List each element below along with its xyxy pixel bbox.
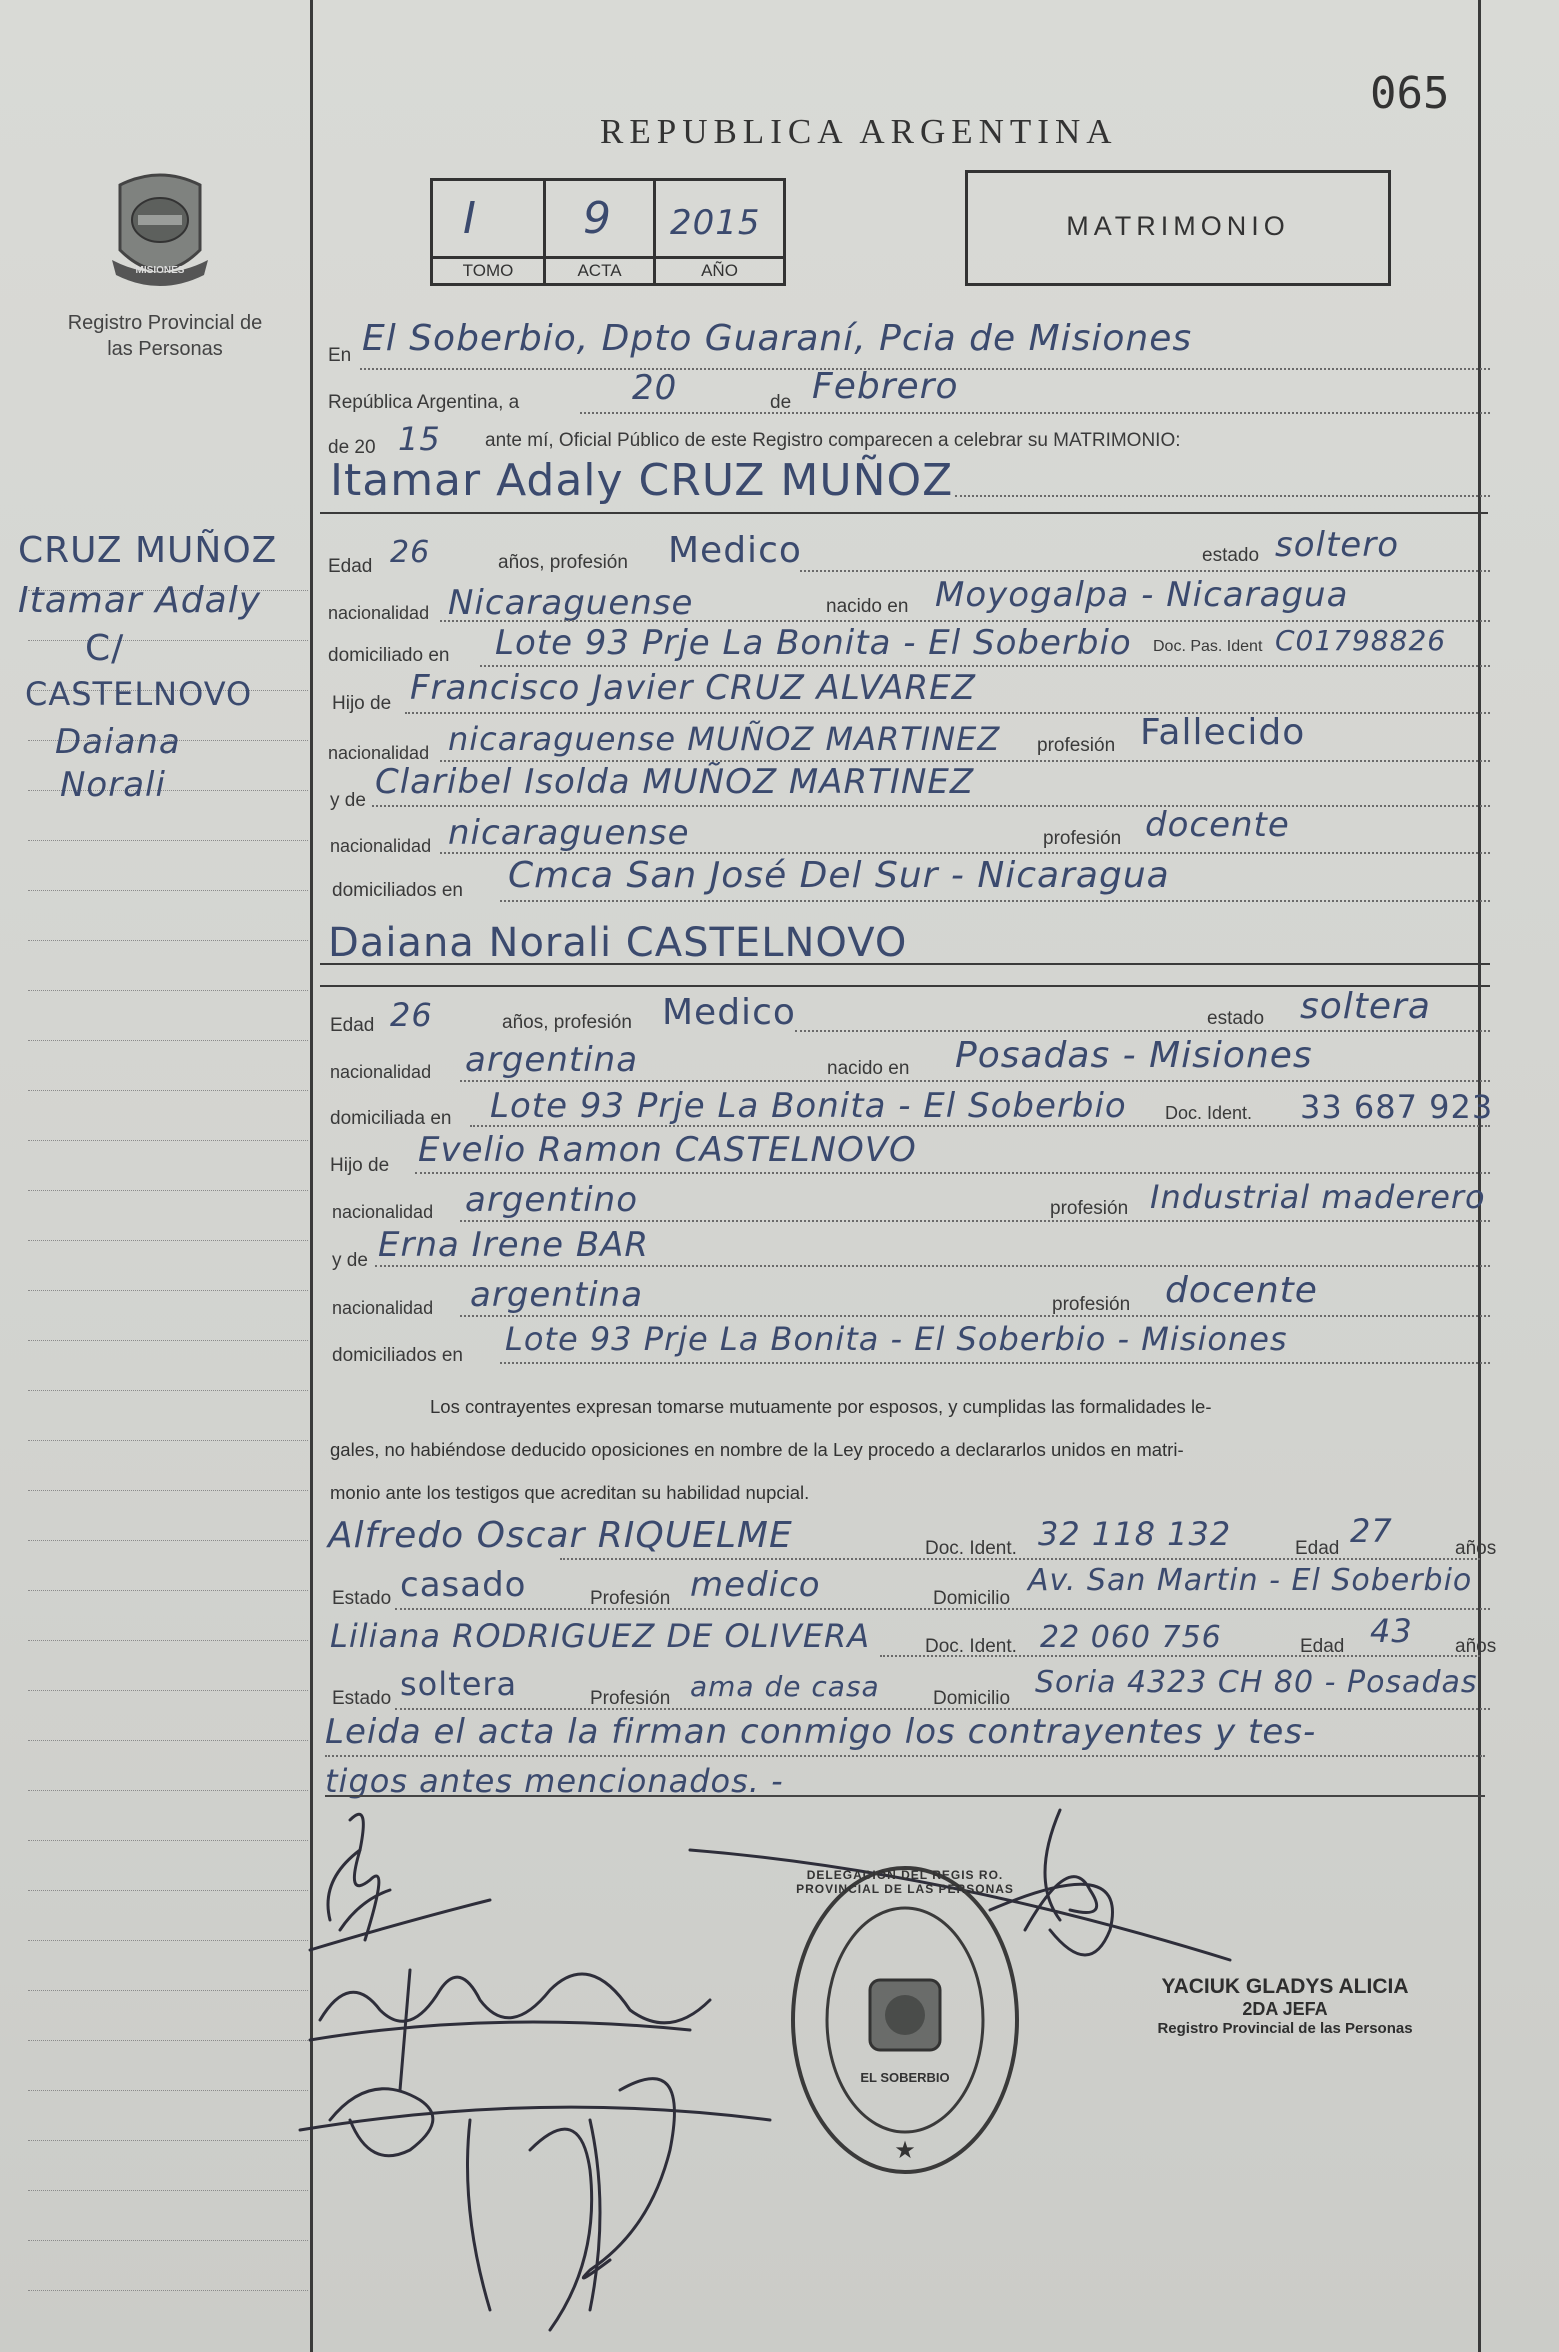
witness1-prof-label: Profesión <box>590 1588 671 1609</box>
declaration-line-3: monio ante los testigos que acreditan su habilidad nupcial. <box>330 1482 810 1503</box>
official-agency: Registro Provincial de las Personas <box>1157 2020 1413 2037</box>
year-prefix: de 20 <box>328 437 376 458</box>
witness1-doc: 32 118 132 <box>1038 1515 1232 1553</box>
de-label: de <box>770 392 792 413</box>
bride-birthplace: Posadas - Misiones <box>955 1035 1313 1076</box>
record-id-box <box>430 178 786 286</box>
witness1-dom-label: Domicilio <box>933 1588 1011 1609</box>
margin-line-5: Daiana <box>55 722 181 762</box>
groom-anios-label: años, profesión <box>498 552 628 573</box>
month: Febrero <box>812 366 959 407</box>
agency-name <box>55 310 275 362</box>
witness1-estado-label: Estado <box>332 1588 392 1609</box>
bride-name: Daiana Norali CASTELNOVO <box>328 920 908 966</box>
intro-text: ante mí, Oficial Público de este Registro comparecen a celebrar su MATRIMONIO: <box>485 430 1181 451</box>
groom-name: Itamar Adaly CRUZ MUÑOZ <box>330 455 954 506</box>
bride-mother: Erna Irene BAR <box>378 1225 650 1265</box>
signature-witness2 <box>468 2079 675 2330</box>
bride-mother-prof-label: profesión <box>1052 1294 1131 1315</box>
act-type-label: MATRIMONIO <box>1066 211 1290 241</box>
groom-profession: Medico <box>668 530 802 571</box>
witness2-doc-label: Doc. Ident. <box>925 1636 1017 1657</box>
bride-nac-label: nacionalidad <box>330 1062 432 1082</box>
bride-doms-label: domiciliados en <box>332 1345 463 1366</box>
official-stamp <box>1120 1975 1450 2037</box>
svg-text:★: ★ <box>894 2137 916 2164</box>
act-type-box <box>965 170 1391 286</box>
witness2-estado-label: Estado <box>332 1688 392 1709</box>
groom-divider <box>320 512 1488 514</box>
bride-estado-label: estado <box>1207 1008 1265 1029</box>
bride-address: Lote 93 Prje La Bonita - El Soberbio <box>490 1086 1127 1126</box>
witness2-edad-label: Edad <box>1300 1636 1345 1657</box>
groom-status: soltero <box>1275 525 1399 565</box>
declaration-paragraph <box>330 1385 1490 1514</box>
witness1-anios-label: años <box>1455 1538 1497 1559</box>
witness1-age: 27 <box>1350 1512 1393 1550</box>
groom-father-nat: nicaraguense MUÑOZ MARTINEZ <box>448 720 1001 758</box>
folio-number: 065 <box>1370 68 1450 119</box>
witness2-anios-label: años <box>1455 1636 1497 1657</box>
groom-nacido-label: nacido en <box>826 596 909 617</box>
witness1-profession: medico <box>690 1565 821 1605</box>
bride-hijo-label: Hijo de <box>330 1155 390 1176</box>
anio-value: 2015 <box>670 203 761 243</box>
agency-name-text: Registro Provincial de las Personas <box>67 312 263 360</box>
groom-address: Lote 93 Prje La Bonita - El Soberbio <box>495 623 1132 663</box>
bride-father-nat: argentino <box>465 1180 638 1220</box>
groom-nationality: Nicaraguense <box>448 583 694 623</box>
logo-ribbon-text: MISIONES <box>135 265 185 276</box>
groom-father: Francisco Javier CRUZ ALVAREZ <box>410 668 976 708</box>
groom-age: 26 <box>390 535 431 570</box>
groom-birthplace: Moyogalpa - Nicaragua <box>935 575 1349 615</box>
declaration-line-1: Los contrayentes expresan tomarse mutuamente por esposos, y cumplidas las formalidades le- <box>430 1396 1212 1417</box>
bride-name-underline <box>320 963 1490 965</box>
closing-line-1: Leida el acta la firman conmigo los contrayentes y tes- <box>325 1712 1317 1752</box>
bride-edad-label: Edad <box>330 1015 375 1036</box>
misiones-shield-logo <box>100 165 220 300</box>
seal-center-text: EL SOBERBIO <box>860 2070 950 2085</box>
witness1-status: casado <box>400 1565 527 1605</box>
groom-mother-nac-label: nacionalidad <box>330 836 432 856</box>
acta-value: 9 <box>583 193 612 244</box>
witness2-age: 43 <box>1370 1612 1413 1650</box>
tomo-label: TOMO <box>462 261 514 280</box>
signature-bride <box>310 1970 710 2090</box>
margin-line-3: C/ <box>85 628 125 669</box>
year-suffix: 15 <box>398 420 441 458</box>
margin-line-4: CASTELNOVO <box>25 675 253 713</box>
witness2-profession: ama de casa <box>690 1670 880 1703</box>
margin-line-2: Itamar Adaly <box>18 580 262 621</box>
bride-father-prof-label: profesión <box>1050 1198 1129 1219</box>
country-heading: REPUBLICA ARGENTINA <box>600 112 1118 151</box>
bride-father-nac-label: nacionalidad <box>332 1202 434 1222</box>
witness2-name: Liliana RODRIGUEZ DE OLIVERA <box>330 1617 871 1655</box>
bride-parents-address: Lote 93 Prje La Bonita - El Soberbio - Misiones <box>505 1320 1288 1358</box>
signature-groom <box>310 1814 490 1950</box>
groom-doc: C01798826 <box>1275 624 1447 657</box>
official-name: YACIUK GLADYS ALICIA <box>1161 1975 1409 1998</box>
bride-mother-prof: docente <box>1165 1270 1318 1311</box>
seal-text: DELEGACION DEL REGIS RO. PROVINCIAL DE LAS PERSONAS <box>796 1868 1014 1896</box>
witness1-doc-label: Doc. Ident. <box>925 1538 1017 1559</box>
closing-line-2: tigos antes mencionados. - <box>325 1762 784 1800</box>
en-label: En <box>328 345 352 366</box>
groom-father-nac-label: nacionalidad <box>328 743 430 763</box>
groom-edad-label: Edad <box>328 556 373 577</box>
groom-mother-prof-label: profesión <box>1043 828 1122 849</box>
declaration-line-2: gales, no habiéndose deducido oposiciones en nombre de la Ley procedo a declararlos unidos en matri- <box>330 1439 1184 1460</box>
bride-dom-label: domiciliada en <box>330 1108 452 1129</box>
bride-doc: 33 687 923 <box>1300 1088 1494 1126</box>
margin-line-1: CRUZ MUÑOZ <box>18 530 278 571</box>
margin-line-6: Norali <box>60 765 166 805</box>
groom-mother: Claribel Isolda MUÑOZ MARTINEZ <box>375 762 975 802</box>
groom-father-prof: Fallecido <box>1140 712 1306 753</box>
groom-parents-address: Cmca San José Del Sur - Nicaragua <box>508 855 1170 896</box>
witness2-doc: 22 060 756 <box>1040 1620 1222 1655</box>
bride-mother-nac-label: nacionalidad <box>332 1298 434 1318</box>
registry-seal <box>785 1860 1025 2180</box>
groom-nac-label: nacionalidad <box>328 603 430 623</box>
republica-label: República Argentina, a <box>328 392 520 413</box>
witness2-dom-label: Domicilio <box>933 1688 1011 1709</box>
witness2-status: soltera <box>400 1665 518 1703</box>
groom-doc-label: Doc. Pas. Ident <box>1153 638 1263 655</box>
witness1-edad-label: Edad <box>1295 1538 1340 1559</box>
witness2-address: Soria 4323 CH 80 - Posadas <box>1035 1665 1478 1700</box>
groom-mother-nat: nicaraguense <box>448 813 690 853</box>
groom-dom-label: domiciliado en <box>328 645 450 666</box>
groom-doms-label: domiciliados en <box>332 880 463 901</box>
groom-mother-prof: docente <box>1145 805 1290 845</box>
bride-yde-label: y de <box>332 1250 368 1271</box>
official-title: 2DA JEFA <box>1242 1999 1328 2019</box>
groom-hijo-label: Hijo de <box>332 693 392 714</box>
day: 20 <box>632 368 678 408</box>
bride-nationality: argentina <box>465 1040 639 1080</box>
groom-estado-label: estado <box>1202 545 1260 566</box>
bride-mother-nat: argentina <box>470 1275 644 1315</box>
tomo-value: I <box>463 193 477 244</box>
witness2-prof-label: Profesión <box>590 1688 671 1709</box>
bride-father: Evelio Ramon CASTELNOVO <box>418 1130 917 1170</box>
bride-age: 26 <box>390 996 433 1034</box>
groom-yde-label: y de <box>330 790 366 811</box>
acta-label: ACTA <box>577 261 622 280</box>
witness1-address: Av. San Martin - El Soberbio <box>1028 1563 1473 1598</box>
place: El Soberbio, Dpto Guaraní, Pcia de Misiones <box>362 318 1193 359</box>
bride-doc-label: Doc. Ident. <box>1165 1103 1253 1123</box>
witness1-name: Alfredo Oscar RIQUELME <box>328 1515 793 1556</box>
bride-nacido-label: nacido en <box>827 1058 910 1079</box>
bride-profession: Medico <box>662 992 796 1033</box>
record-id-captions <box>433 256 783 283</box>
anio-label: AÑO <box>701 261 738 280</box>
bride-anios-label: años, profesión <box>502 1012 632 1033</box>
bride-father-prof: Industrial maderero <box>1150 1178 1486 1216</box>
bride-status: soltera <box>1300 986 1431 1027</box>
groom-father-prof-label: profesión <box>1037 735 1116 756</box>
